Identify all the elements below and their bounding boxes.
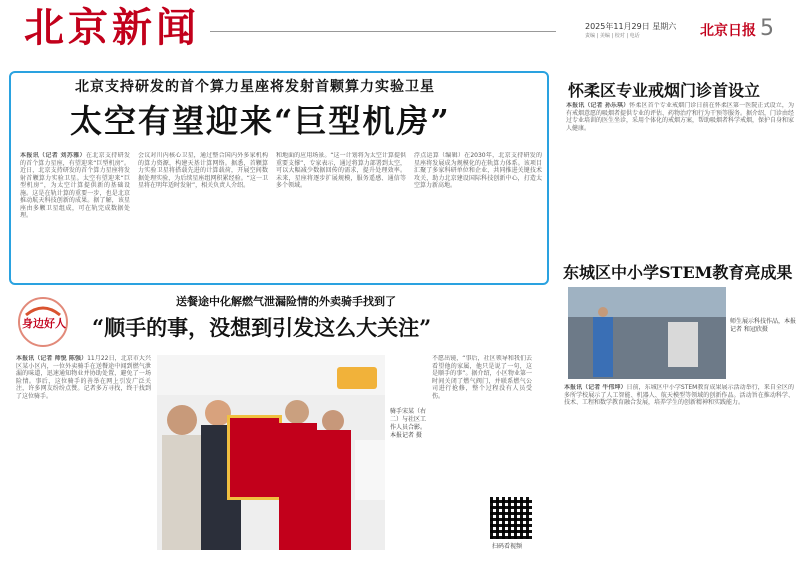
lead-kicker: 北京支持研发的首个算力星座将发射首颗算力实验卫星 (75, 79, 435, 95)
story2-col1-text: 11月22日，北京市大兴区某小区内，一位外卖骑手在送餐途中闻到燃气泄漏的味道，迅速通知物业并协助处置，避免了一场险情。事后，这位骑手的善举在网上引发广泛关注，许多网友纷纷点赞。记者多方寻找，终于找到了这位骑手。 (16, 355, 151, 400)
good-people-badge (14, 293, 72, 351)
story2-column-1 (16, 355, 151, 570)
story2-kicker: 送餐途中化解燃气泄漏险情的外卖骑手找到了 (176, 295, 396, 308)
right2-body (564, 384, 794, 574)
right1-text: 怀柔区首个专业戒烟门诊日前在怀柔区第一医院正式设立，为有戒烟意愿的吸烟者提供专业的评估、药物治疗和行为干预等服务。据介绍，门诊由经过专业培训的医生坐诊，采用个体化的戒烟方案，帮助吸烟者科学戒烟，保护自身和家人健康。 (566, 102, 794, 132)
masthead-rule (210, 31, 556, 32)
lead-column-2: 会议对川内核心卫星，通过整合国内外多家机构的算力资源，构建天基计算网络。据悉，首颗算力实验卫星将搭载先进的计算载荷，开展空间数据处理实验，为后续星座组网积累经验。“这一卫星将在明年适时发射”，相关负责人介绍。 (138, 152, 268, 189)
qr-code[interactable] (490, 497, 532, 539)
masthead-title: 北京新闻 (24, 4, 200, 51)
qr-label: 扫码看视频 (492, 543, 523, 550)
lead-col1-text: 在北京支持研发的首个算力星座，有望迎来“巨型机房”。近日，北京支持研发的首个算力星座将发射首颗算力实验卫星。太空有望迎来“巨型机房”，为太空计算提供新的基础设施。这是在轨计算的重要一步，也是北京推动航天科技创新的成果。据了解，该星座由多颗卫星组成，可在轨完成数据处理。 (20, 152, 130, 219)
story2-byline: 本报讯（记者 师悦 陈强） (16, 355, 88, 362)
right1-headline: 怀柔区专业戒烟门诊首设立 (568, 81, 761, 100)
right2-headline: 东城区中小学STEM教育亮成果 (563, 263, 793, 282)
lead-column-1 (20, 152, 130, 282)
lead-headline: 太空有望迎来“巨型机房” (70, 102, 451, 140)
story2-column-2: 不愿出镜，“事后，社区领导和我们去看望他的家属，他只是说了一句，这是顺手的事”。据介绍，小区物业第一时间关闭了燃气阀门，并联系燃气公司进行抢修，整个过程没有人员受伤。 (432, 355, 532, 400)
lead-column-3: 和地面的应用场景。“这一计划将为太空计算提供重要支撑”，专家表示，通过将算力部署到太空，可以大幅减少数据回传的需求，提升处理效率。未来，星座将逐步扩展规模，服务遥感、通信等多个领域。 (276, 152, 406, 189)
right2-photo (568, 287, 726, 379)
masthead-brand: 北京日报 (700, 23, 756, 39)
page-number: 5 (760, 16, 774, 41)
right2-text: 日前，东城区中小学STEM教育成果展示活动举行，来自全区的多所学校展示了人工智能、机器人、航天模型等领域的创新作品。活动旨在推动科学、技术、工程和数学教育融合发展，培养学生的创新精神和实践能力。 (564, 384, 794, 406)
right2-byline: 本报讯（记者 牛伟坤） (564, 384, 627, 391)
lead-byline: 本报讯（记者 刘苏雅） (20, 152, 86, 159)
masthead-date: 2025年11月29日 星期六 (585, 22, 677, 31)
right1-byline: 本报讯（记者 孙乐琪） (566, 102, 630, 109)
badge-label: 身边好人 (22, 317, 66, 330)
masthead-sub: 责编 | 美编 | 校对 | 电话 (585, 33, 640, 39)
story2-photo (157, 355, 385, 550)
story2-caption: 骑手宋某（右二）与社区工作人员合影。本报记者 摄 (390, 408, 427, 439)
right1-body (566, 102, 794, 222)
story2-headline: “顺手的事，没想到引发这么大关注” (92, 315, 432, 340)
lead-column-4: 浮点运算（编辑）在2030年，北京支持研发的星座将发展成为规模化的在轨算力体系。该项目汇聚了多家科研单位和企业，共同推进关键技术攻关，助力北京建设国际科技创新中心，打造太空算力新高地。 (414, 152, 542, 189)
right2-caption: 师生展示科技作品，本报记者 和冠欣摄 (730, 318, 797, 333)
